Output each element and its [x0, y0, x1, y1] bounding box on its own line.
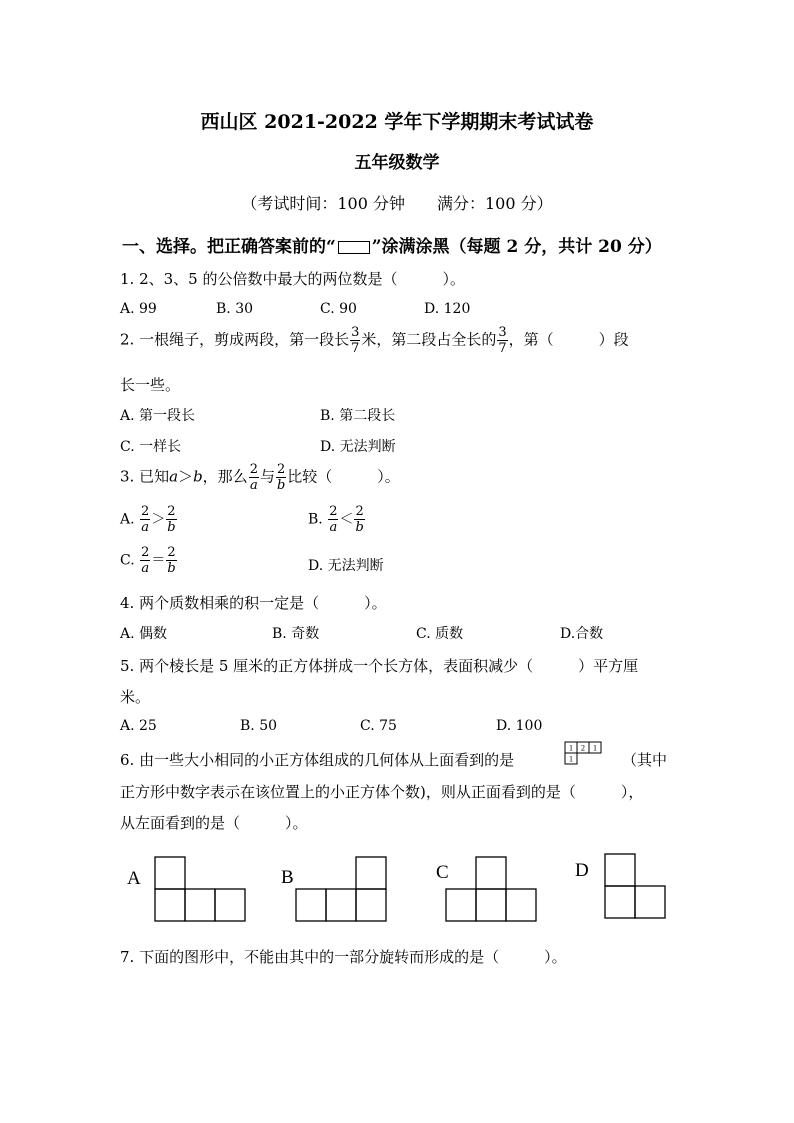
q3-option-b — [308, 505, 366, 534]
q3-text-2: ，那么 — [202, 467, 248, 486]
fraction-denominator: a — [141, 561, 150, 576]
fraction-2-over-a — [140, 505, 150, 534]
top-view-number: 2 — [581, 743, 585, 753]
question-1: 1. 2、3、5 的公倍数中最大的两位数是（ ）。 — [120, 270, 465, 288]
q2-option-b: B. 第二段长 — [320, 408, 396, 424]
section-heading-suffix: ”涂满涂黑（每题 2 分，共计 20 分） — [371, 237, 662, 257]
fraction-denominator: a — [141, 520, 150, 535]
gt-symbol: ＞ — [151, 511, 166, 528]
figure-label-b: B — [281, 867, 294, 888]
gt-symbol: ＞ — [178, 467, 194, 486]
figure-b-square — [356, 857, 386, 889]
lt-symbol: ＜ — [339, 511, 354, 528]
section-heading-prefix: 一、选择。把正确答案前的“ — [122, 237, 336, 257]
top-view-number: 1 — [569, 754, 573, 764]
fraction-numerator: 2 — [141, 545, 150, 560]
figure-c-square — [476, 857, 506, 889]
option-letter: B. — [308, 511, 323, 528]
q2-option-a: A. 第一段长 — [120, 408, 196, 424]
question-7: 7. 下面的图形中，不能由其中的一部分旋转而形成的是（ ）。 — [120, 948, 567, 966]
q5-option-a: A. 25 — [120, 718, 157, 734]
option-letter: C. — [120, 552, 135, 569]
q1-option-c: C. 90 — [320, 301, 357, 317]
fraction-denominator: a — [329, 520, 338, 535]
figure-a-square — [155, 857, 185, 889]
fraction-numerator: 2 — [355, 504, 364, 519]
q3-option-d: D. 无法判断 — [308, 558, 384, 574]
fraction-2-over-b — [166, 546, 176, 575]
figure-d-square — [605, 854, 635, 886]
q2-option-d: D. 无法判断 — [320, 439, 396, 455]
fraction-2-over-b — [166, 505, 176, 534]
figure-d-square — [635, 886, 665, 918]
q6-text-2: 正方形中数字表示在该位置上的小正方体个数)，则从正面看到的是（ ）， — [120, 783, 644, 801]
figure-label-c: C — [436, 862, 449, 883]
exam-title: 西山区 2021-2022 学年下学期期末考试试卷 — [200, 111, 594, 133]
q1-option-b: B. 30 — [216, 301, 254, 317]
figure-b-square — [356, 889, 386, 921]
figure-c-square — [476, 889, 506, 921]
q4-option-a: A. 偶数 — [120, 626, 168, 642]
figure-c-square — [446, 889, 476, 921]
q2-fraction-1 — [350, 326, 360, 355]
section-heading — [122, 232, 662, 257]
figure-a-square — [215, 889, 245, 921]
question-2 — [120, 326, 629, 355]
fraction-numerator: 3 — [351, 325, 360, 340]
q2-option-c: C. 一样长 — [120, 439, 182, 455]
q2-text-3: ，第（ ）段 — [508, 330, 629, 349]
grade-subject: 五年级数学 — [354, 153, 440, 173]
top-view-number: 1 — [569, 743, 573, 753]
fraction-2-over-b — [354, 505, 364, 534]
figure-c-square — [506, 889, 536, 921]
fraction-denominator: b — [276, 478, 286, 493]
fraction-numerator: 2 — [167, 545, 176, 560]
eq-symbol: ＝ — [151, 552, 166, 569]
top-view-number: 1 — [593, 743, 597, 753]
answer-box-icon — [338, 241, 370, 254]
q1-option-a: A. 99 — [120, 301, 157, 317]
fraction-denominator: 7 — [351, 341, 360, 356]
fraction-denominator: b — [167, 520, 176, 535]
q3-fraction-2-over-b — [276, 463, 286, 492]
figure-a-square — [185, 889, 215, 921]
fraction-numerator: 2 — [329, 504, 338, 519]
q4-option-c: C. 质数 — [416, 626, 464, 642]
q3-text-1: 3. 已知 — [120, 467, 170, 486]
q2-fraction-2 — [497, 326, 507, 355]
var-a: a — [169, 467, 179, 486]
top-view-figure — [564, 741, 604, 767]
q3-fraction-2-over-a — [249, 463, 259, 492]
q4-option-b: B. 奇数 — [272, 626, 320, 642]
question-6: 6. 由一些大小相同的小正方体组成的几何体从上面看到的是 — [120, 751, 515, 769]
question-5: 5. 两个棱长是 5 厘米的正方体拼成一个长方体，表面积减少（ ）平方厘 — [120, 657, 639, 675]
q3-text-3: 与 — [259, 467, 275, 486]
fraction-denominator: a — [249, 478, 258, 493]
var-b: b — [193, 467, 203, 486]
question-3 — [120, 463, 400, 492]
question-4: 4. 两个质数相乘的积一定是（ ）。 — [120, 594, 387, 612]
figure-b-square — [296, 889, 326, 921]
q3-option-c — [120, 546, 178, 575]
fraction-numerator: 2 — [141, 504, 150, 519]
fraction-2-over-a — [328, 505, 338, 534]
fraction-numerator: 2 — [249, 462, 258, 477]
figure-label-a: A — [127, 868, 141, 889]
figure-b-square — [326, 889, 356, 921]
fraction-denominator: b — [167, 561, 176, 576]
fraction-2-over-a — [140, 546, 150, 575]
fraction-denominator: b — [355, 520, 364, 535]
q6-answer-figures — [120, 848, 680, 928]
figure-label-d: D — [575, 860, 589, 881]
q5-option-b: B. 50 — [240, 718, 278, 734]
q5-option-c: C. 75 — [360, 718, 397, 734]
figure-a-square — [155, 889, 185, 921]
q5-option-d: D. 100 — [496, 718, 543, 734]
fraction-numerator: 3 — [498, 325, 507, 340]
q3-text-4: 比较（ ）。 — [287, 467, 400, 486]
q5-text-2: 米。 — [120, 688, 151, 706]
fraction-numerator: 2 — [167, 504, 176, 519]
fraction-numerator: 2 — [276, 462, 286, 477]
q1-option-d: D. 120 — [424, 301, 471, 317]
q2-text-2: 米，第二段占全长的 — [361, 330, 497, 349]
fraction-denominator: 7 — [498, 341, 507, 356]
q6-text-1b: （其中 — [622, 751, 668, 769]
figure-d-square — [605, 886, 635, 918]
q3-option-a — [120, 505, 178, 534]
q6-text-3: 从左面看到的是（ ）。 — [120, 814, 308, 832]
q2-text-1: 2. 一根绳子，剪成两段，第一段长 — [120, 330, 350, 349]
exam-info: （考试时间：100 分钟 满分：100 分） — [241, 194, 553, 213]
option-letter: A. — [120, 511, 135, 528]
q4-option-d: D.合数 — [560, 626, 604, 642]
q2-text-4: 长一些。 — [120, 376, 181, 394]
